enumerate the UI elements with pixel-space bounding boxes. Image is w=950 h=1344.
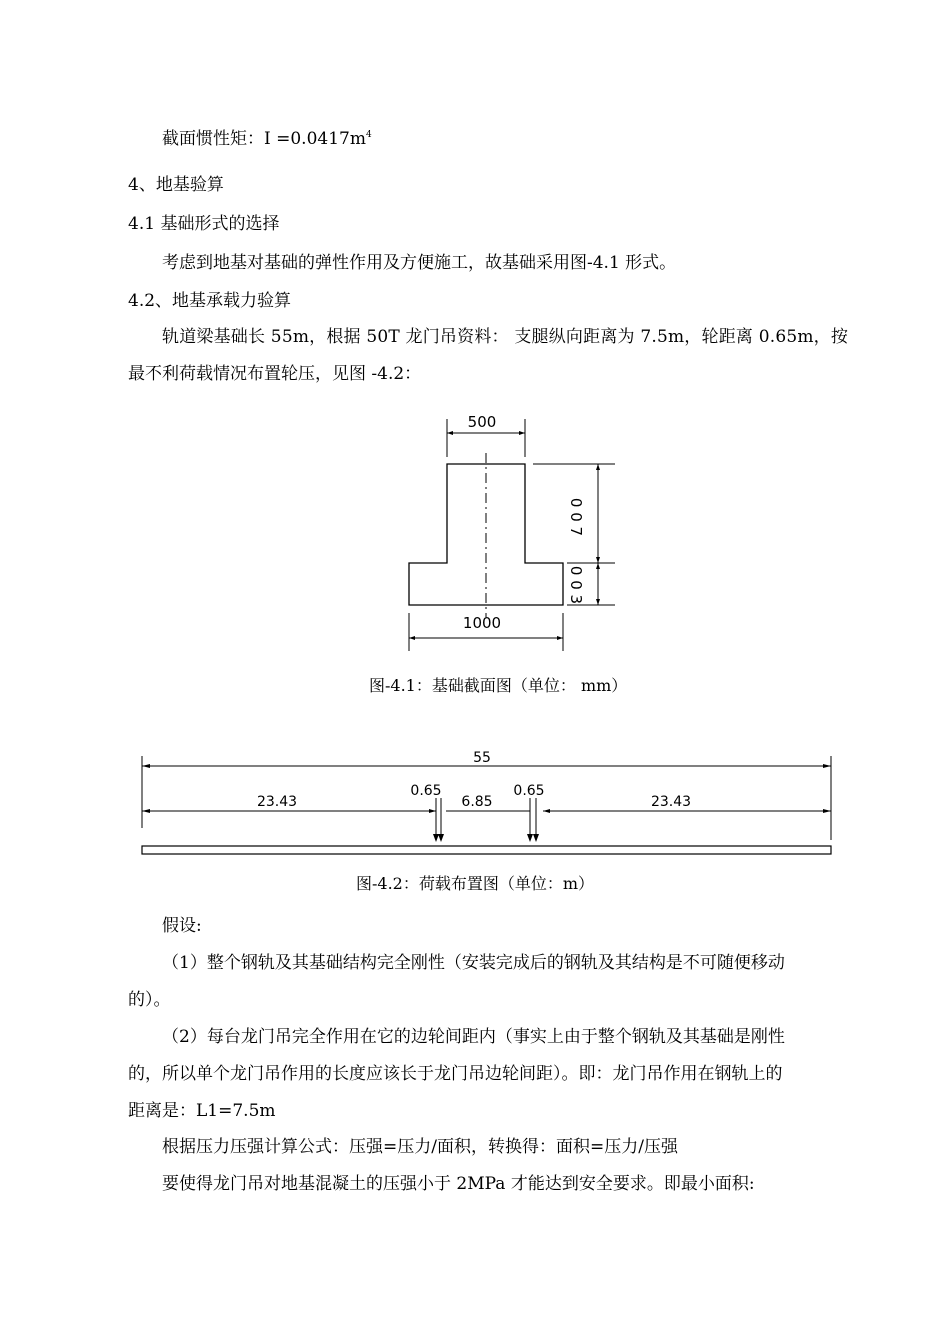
paragraph-foundation-form: 考虑到地基对基础的弹性作用及方便施工，故基础采用图-4.1 形式。 <box>162 253 677 273</box>
dim-right-span: 23.43 <box>650 794 692 810</box>
dim-total-length: 55 <box>473 750 491 766</box>
dim-left-span: 23.43 <box>256 794 298 810</box>
paragraph-track-beam-2: 最不利荷载情况布置轮压，见图 -4.2： <box>128 364 422 384</box>
assumption-2-line-2: 的，所以单个龙门吊作用的长度应该长于龙门吊边轮间距）。即：龙门吊作用在钢轨上的 <box>128 1064 783 1084</box>
section-heading-4-2: 4.2、地基承载力验算 <box>128 291 292 311</box>
inertia-exponent: 4 <box>365 130 372 140</box>
assumption-1-line-2: 的）。 <box>128 990 171 1010</box>
dim-wheel-gap-left: 0.65 <box>410 783 442 799</box>
inertia-moment-text: 截面惯性矩：Ⅰ =0.0417m <box>162 129 366 149</box>
section-heading-4: 4、地基验算 <box>128 175 224 195</box>
wheel-load-arrow <box>533 834 539 842</box>
min-area-line: 要使得龙门吊对地基混凝土的压强小于 2MPa 才能达到安全要求。即最小面积: <box>162 1174 755 1194</box>
assumption-heading: 假设: <box>162 916 202 936</box>
wheel-load-arrow <box>438 834 444 842</box>
dim-wheel-gap-right: 0.65 <box>513 783 545 799</box>
wheel-load-arrow <box>433 834 439 842</box>
dim-height-lower: 0 0 3 <box>567 565 585 605</box>
foundation-section-figure <box>395 405 625 655</box>
assumption-1-line-1: （1）整个钢轨及其基础结构完全刚性（安装完成后的钢轨及其结构是不可随便移动 <box>162 953 785 973</box>
section-heading-4-1: 4.1 基础形式的选择 <box>128 214 280 234</box>
figure-4-2-caption: 图-4.2：荷载布置图（单位：m） <box>356 874 595 893</box>
assumption-2-line-3: 距离是：L1=7.5m <box>128 1101 276 1121</box>
rail-beam <box>142 846 831 854</box>
load-layout-figure <box>130 740 845 865</box>
dim-middle-span: 6.85 <box>461 794 493 810</box>
figure-4-1-caption: 图-4.1：基础截面图（单位： mm） <box>369 676 628 695</box>
wheel-load-arrow <box>527 834 533 842</box>
inertia-moment-line <box>162 127 372 151</box>
paragraph-track-beam-1: 轨道梁基础长 55m，根据 50T 龙门吊资料： 支腿纵向距离为 7.5m，轮距离 0.65m，按 <box>162 327 849 347</box>
dim-width-bottom: 1000 <box>462 614 502 632</box>
dim-height-upper: 0 0 7 <box>567 497 585 537</box>
assumption-2-line-1: （2）每台龙门吊完全作用在它的边轮间距内（事实上由于整个钢轨及其基础是刚性 <box>162 1027 785 1047</box>
dim-width-top: 500 <box>467 413 497 431</box>
pressure-formula-line: 根据压力压强计算公式：压强=压力/面积，转换得：面积=压力/压强 <box>162 1137 678 1157</box>
